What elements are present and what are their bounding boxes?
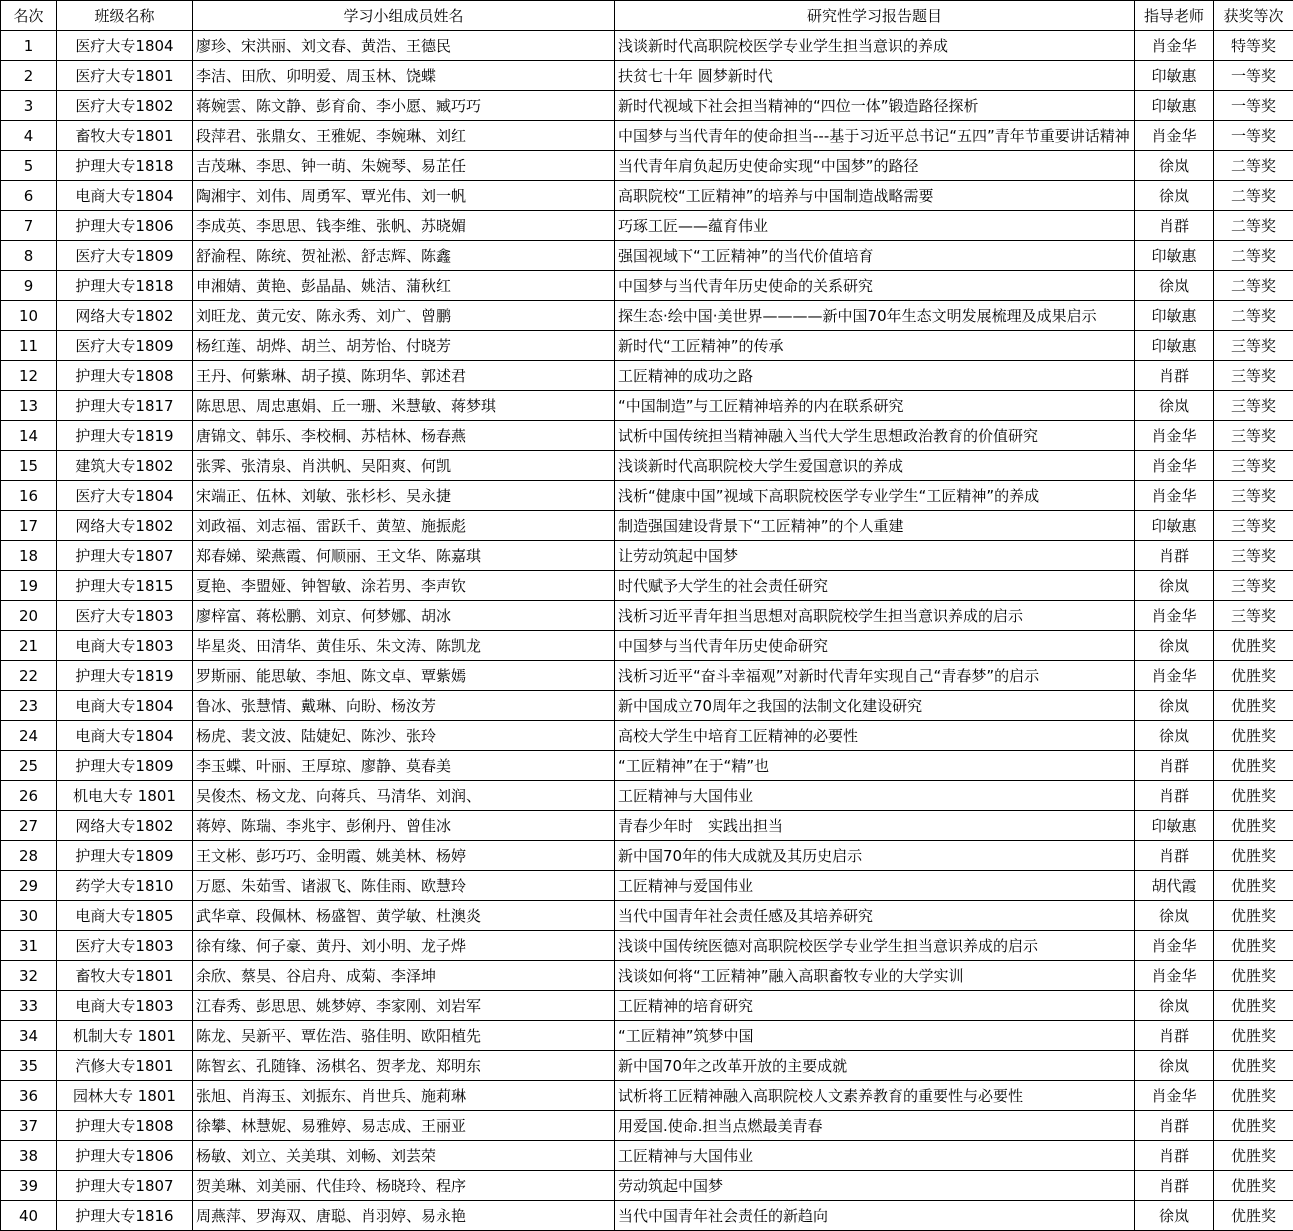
cell-award: 三等奖 xyxy=(1214,481,1293,511)
cell-award: 二等奖 xyxy=(1214,301,1293,331)
cell-teacher: 徐岚 xyxy=(1135,271,1214,301)
cell-rank: 6 xyxy=(1,181,57,211)
cell-title: 浅析习近平“奋斗幸福观”对新时代青年实现自己“青春梦”的启示 xyxy=(615,661,1135,691)
cell-members: 刘旺龙、黄元安、陈永秀、刘广、曾鹏 xyxy=(193,301,615,331)
cell-title: 浅谈新时代高职院校大学生爱国意识的养成 xyxy=(615,451,1135,481)
cell-class: 机电大专 1801 xyxy=(57,781,193,811)
cell-rank: 11 xyxy=(1,331,57,361)
cell-members: 宋端正、伍林、刘敏、张杉杉、吴永捷 xyxy=(193,481,615,511)
table-row xyxy=(1,841,1293,871)
cell-rank: 36 xyxy=(1,1081,57,1111)
cell-rank: 8 xyxy=(1,241,57,271)
cell-teacher: 肖群 xyxy=(1135,361,1214,391)
cell-teacher: 肖金华 xyxy=(1135,451,1214,481)
cell-teacher: 徐岚 xyxy=(1135,571,1214,601)
cell-award: 三等奖 xyxy=(1214,511,1293,541)
cell-teacher: 肖群 xyxy=(1135,841,1214,871)
cell-title: 工匠精神的培育研究 xyxy=(615,991,1135,1021)
cell-award: 优胜奖 xyxy=(1214,661,1293,691)
table-row xyxy=(1,631,1293,661)
cell-members: 徐攀、林慧妮、易雅婷、易志成、王丽亚 xyxy=(193,1111,615,1141)
cell-members: 吴俊杰、杨文龙、向蒋兵、马清华、刘润、 xyxy=(193,781,615,811)
table-row xyxy=(1,1021,1293,1051)
cell-class: 护理大专1819 xyxy=(57,661,193,691)
cell-award: 优胜奖 xyxy=(1214,1081,1293,1111)
cell-award: 优胜奖 xyxy=(1214,1111,1293,1141)
cell-rank: 38 xyxy=(1,1141,57,1171)
cell-title: 高校大学生中培育工匠精神的必要性 xyxy=(615,721,1135,751)
cell-class: 药学大专1810 xyxy=(57,871,193,901)
cell-award: 优胜奖 xyxy=(1214,781,1293,811)
cell-award: 优胜奖 xyxy=(1214,871,1293,901)
cell-rank: 34 xyxy=(1,1021,57,1051)
table-row xyxy=(1,781,1293,811)
cell-rank: 5 xyxy=(1,151,57,181)
table-row xyxy=(1,691,1293,721)
cell-members: 廖梓富、蒋松鹏、刘京、何梦娜、胡冰 xyxy=(193,601,615,631)
cell-rank: 32 xyxy=(1,961,57,991)
cell-title: 工匠精神与大国伟业 xyxy=(615,781,1135,811)
table-row xyxy=(1,991,1293,1021)
table-row xyxy=(1,1081,1293,1111)
cell-title: 中国梦与当代青年历史使命的关系研究 xyxy=(615,271,1135,301)
cell-teacher: 徐岚 xyxy=(1135,1051,1214,1081)
header-rank: 名次 xyxy=(1,1,57,31)
cell-members: 周燕萍、罗海双、唐聪、肖羽婷、易永艳 xyxy=(193,1201,615,1231)
cell-rank: 13 xyxy=(1,391,57,421)
cell-rank: 16 xyxy=(1,481,57,511)
cell-members: 陶湘宇、刘伟、周勇军、覃光伟、刘一帆 xyxy=(193,181,615,211)
cell-teacher: 印敏惠 xyxy=(1135,91,1214,121)
cell-rank: 21 xyxy=(1,631,57,661)
cell-rank: 25 xyxy=(1,751,57,781)
header-class: 班级名称 xyxy=(57,1,193,31)
cell-teacher: 徐岚 xyxy=(1135,901,1214,931)
cell-class: 护理大专1808 xyxy=(57,361,193,391)
cell-rank: 18 xyxy=(1,541,57,571)
cell-title: 新中国成立70周年之我国的法制文化建设研究 xyxy=(615,691,1135,721)
cell-award: 三等奖 xyxy=(1214,421,1293,451)
header-row xyxy=(1,1,1293,31)
cell-title: 浅谈中国传统医德对高职院校医学专业学生担当意识养成的启示 xyxy=(615,931,1135,961)
cell-rank: 3 xyxy=(1,91,57,121)
table-row xyxy=(1,331,1293,361)
cell-title: 高职院校“工匠精神”的培养与中国制造战略需要 xyxy=(615,181,1135,211)
cell-award: 二等奖 xyxy=(1214,271,1293,301)
cell-title: 新时代视域下社会担当精神的“四位一体”锻造路径探析 xyxy=(615,91,1135,121)
cell-award: 优胜奖 xyxy=(1214,1141,1293,1171)
table-row xyxy=(1,511,1293,541)
cell-class: 网络大专1802 xyxy=(57,301,193,331)
cell-members: 张旭、肖海玉、刘振东、肖世兵、施莉琳 xyxy=(193,1081,615,1111)
cell-award: 三等奖 xyxy=(1214,541,1293,571)
cell-rank: 10 xyxy=(1,301,57,331)
cell-class: 医疗大专1802 xyxy=(57,91,193,121)
cell-title: 劳动筑起中国梦 xyxy=(615,1171,1135,1201)
cell-rank: 1 xyxy=(1,31,57,61)
cell-class: 医疗大专1804 xyxy=(57,481,193,511)
cell-class: 医疗大专1803 xyxy=(57,601,193,631)
cell-class: 护理大专1807 xyxy=(57,541,193,571)
cell-rank: 14 xyxy=(1,421,57,451)
table-row xyxy=(1,391,1293,421)
cell-teacher: 徐岚 xyxy=(1135,631,1214,661)
cell-rank: 29 xyxy=(1,871,57,901)
cell-award: 优胜奖 xyxy=(1214,811,1293,841)
cell-members: 罗斯丽、能思敏、李旭、陈文卓、覃紫嫣 xyxy=(193,661,615,691)
cell-teacher: 肖群 xyxy=(1135,781,1214,811)
cell-teacher: 肖金华 xyxy=(1135,481,1214,511)
cell-members: 陈思思、周忠惠娟、丘一珊、米慧敏、蒋梦琪 xyxy=(193,391,615,421)
cell-class: 园林大专 1801 xyxy=(57,1081,193,1111)
cell-title: 工匠精神的成功之路 xyxy=(615,361,1135,391)
cell-award: 一等奖 xyxy=(1214,61,1293,91)
cell-rank: 27 xyxy=(1,811,57,841)
cell-award: 优胜奖 xyxy=(1214,1201,1293,1231)
table-row xyxy=(1,31,1293,61)
cell-title: 探生态·绘中国·美世界————新中国70年生态文明发展梳理及成果启示 xyxy=(615,301,1135,331)
cell-teacher: 肖群 xyxy=(1135,211,1214,241)
cell-award: 优胜奖 xyxy=(1214,691,1293,721)
table-row xyxy=(1,751,1293,781)
cell-title: 新时代“工匠精神”的传承 xyxy=(615,331,1135,361)
cell-title: 工匠精神与爱国伟业 xyxy=(615,871,1135,901)
cell-class: 护理大专1818 xyxy=(57,271,193,301)
cell-members: 贺美琳、刘美丽、代佳玲、杨晓玲、程序 xyxy=(193,1171,615,1201)
cell-members: 杨红莲、胡烨、胡兰、胡芳怡、付晓芳 xyxy=(193,331,615,361)
cell-class: 护理大专1816 xyxy=(57,1201,193,1231)
cell-teacher: 肖金华 xyxy=(1135,421,1214,451)
cell-teacher: 肖金华 xyxy=(1135,661,1214,691)
cell-class: 电商大专1804 xyxy=(57,181,193,211)
table-row xyxy=(1,541,1293,571)
cell-title: 试析将工匠精神融入高职院校人文素养教育的重要性与必要性 xyxy=(615,1081,1135,1111)
cell-rank: 19 xyxy=(1,571,57,601)
cell-members: 杨敏、刘立、关美琪、刘畅、刘芸荣 xyxy=(193,1141,615,1171)
cell-teacher: 肖群 xyxy=(1135,1111,1214,1141)
cell-award: 二等奖 xyxy=(1214,211,1293,241)
cell-members: 徐有缘、何子豪、黄丹、刘小明、龙子烨 xyxy=(193,931,615,961)
cell-rank: 22 xyxy=(1,661,57,691)
cell-rank: 40 xyxy=(1,1201,57,1231)
cell-teacher: 徐岚 xyxy=(1135,1201,1214,1231)
cell-teacher: 徐岚 xyxy=(1135,991,1214,1021)
table-row xyxy=(1,931,1293,961)
cell-class: 电商大专1805 xyxy=(57,901,193,931)
cell-teacher: 肖群 xyxy=(1135,1171,1214,1201)
cell-teacher: 肖金华 xyxy=(1135,31,1214,61)
cell-members: 刘政福、刘志福、雷跃千、黄堃、施振彪 xyxy=(193,511,615,541)
cell-rank: 39 xyxy=(1,1171,57,1201)
cell-members: 夏艳、李盟娅、钟智敏、涂若男、李声钦 xyxy=(193,571,615,601)
cell-class: 护理大专1817 xyxy=(57,391,193,421)
cell-rank: 28 xyxy=(1,841,57,871)
cell-rank: 37 xyxy=(1,1111,57,1141)
cell-award: 三等奖 xyxy=(1214,451,1293,481)
cell-class: 电商大专1804 xyxy=(57,691,193,721)
cell-rank: 9 xyxy=(1,271,57,301)
cell-members: 郑春娣、梁燕霞、何顺丽、王文华、陈嘉琪 xyxy=(193,541,615,571)
cell-teacher: 肖群 xyxy=(1135,1141,1214,1171)
cell-teacher: 印敏惠 xyxy=(1135,301,1214,331)
table-row xyxy=(1,91,1293,121)
cell-title: 用爱国.使命.担当点燃最美青春 xyxy=(615,1111,1135,1141)
table-row xyxy=(1,1111,1293,1141)
cell-class: 护理大专1815 xyxy=(57,571,193,601)
cell-title: “工匠精神”筑梦中国 xyxy=(615,1021,1135,1051)
cell-members: 陈智玄、孔随锋、汤棋名、贺孝龙、郑明东 xyxy=(193,1051,615,1081)
cell-title: 浅谈如何将“工匠精神”融入高职畜牧专业的大学实训 xyxy=(615,961,1135,991)
cell-class: 护理大专1806 xyxy=(57,211,193,241)
cell-teacher: 肖群 xyxy=(1135,541,1214,571)
cell-class: 医疗大专1801 xyxy=(57,61,193,91)
cell-members: 余欣、蔡昊、谷启舟、成菊、李泽坤 xyxy=(193,961,615,991)
cell-rank: 2 xyxy=(1,61,57,91)
cell-teacher: 徐岚 xyxy=(1135,691,1214,721)
table-row xyxy=(1,601,1293,631)
table-row xyxy=(1,451,1293,481)
header-award: 获奖等次 xyxy=(1214,1,1293,31)
cell-members: 杨虎、裴文波、陆婕妃、陈沙、张玲 xyxy=(193,721,615,751)
cell-title: 巧琢工匠——蕴育伟业 xyxy=(615,211,1135,241)
table-row xyxy=(1,1051,1293,1081)
cell-class: 汽修大专1801 xyxy=(57,1051,193,1081)
cell-award: 优胜奖 xyxy=(1214,841,1293,871)
cell-members: 李洁、田欣、卯明爱、周玉林、饶蝶 xyxy=(193,61,615,91)
cell-teacher: 肖群 xyxy=(1135,1021,1214,1051)
table-body xyxy=(1,31,1293,1231)
cell-rank: 17 xyxy=(1,511,57,541)
cell-title: 青春少年时 实践出担当 xyxy=(615,811,1135,841)
cell-rank: 26 xyxy=(1,781,57,811)
cell-members: 万愿、朱茹雪、诸淑飞、陈佳雨、欧慧玲 xyxy=(193,871,615,901)
cell-class: 医疗大专1809 xyxy=(57,331,193,361)
cell-members: 蒋婷、陈瑞、李兆宇、彭俐丹、曾佳冰 xyxy=(193,811,615,841)
cell-title: 试析中国传统担当精神融入当代大学生思想政治教育的价值研究 xyxy=(615,421,1135,451)
cell-members: 陈龙、吴新平、覃佐浩、骆佳明、欧阳植先 xyxy=(193,1021,615,1051)
cell-award: 三等奖 xyxy=(1214,331,1293,361)
cell-teacher: 肖金华 xyxy=(1135,931,1214,961)
cell-class: 医疗大专1804 xyxy=(57,31,193,61)
cell-title: 时代赋予大学生的社会责任研究 xyxy=(615,571,1135,601)
cell-award: 一等奖 xyxy=(1214,91,1293,121)
cell-rank: 35 xyxy=(1,1051,57,1081)
cell-members: 段萍君、张鼎女、王雅妮、李婉琳、刘红 xyxy=(193,121,615,151)
cell-teacher: 肖金华 xyxy=(1135,1081,1214,1111)
cell-teacher: 肖群 xyxy=(1135,751,1214,781)
cell-teacher: 肖金华 xyxy=(1135,601,1214,631)
cell-rank: 24 xyxy=(1,721,57,751)
table-row xyxy=(1,571,1293,601)
cell-rank: 30 xyxy=(1,901,57,931)
cell-award: 优胜奖 xyxy=(1214,1021,1293,1051)
cell-class: 畜牧大专1801 xyxy=(57,961,193,991)
cell-members: 李玉蝶、叶丽、王厚琼、廖静、莫春美 xyxy=(193,751,615,781)
table-row xyxy=(1,361,1293,391)
table-row xyxy=(1,61,1293,91)
cell-title: 制造强国建设背景下“工匠精神”的个人重建 xyxy=(615,511,1135,541)
table-row xyxy=(1,211,1293,241)
cell-title: “工匠精神”在于“精”也 xyxy=(615,751,1135,781)
cell-teacher: 印敏惠 xyxy=(1135,511,1214,541)
cell-award: 优胜奖 xyxy=(1214,931,1293,961)
cell-class: 电商大专1803 xyxy=(57,991,193,1021)
cell-award: 一等奖 xyxy=(1214,121,1293,151)
cell-title: 当代中国青年社会责任的新趋向 xyxy=(615,1201,1135,1231)
cell-members: 王丹、何紫琳、胡子摸、陈玥华、郭述君 xyxy=(193,361,615,391)
table-row xyxy=(1,151,1293,181)
cell-title: 浅析“健康中国”视域下高职院校医学专业学生“工匠精神”的养成 xyxy=(615,481,1135,511)
cell-rank: 23 xyxy=(1,691,57,721)
table-row xyxy=(1,421,1293,451)
table-row xyxy=(1,181,1293,211)
table-row xyxy=(1,121,1293,151)
cell-award: 特等奖 xyxy=(1214,31,1293,61)
cell-award: 二等奖 xyxy=(1214,241,1293,271)
cell-title: “中国制造”与工匠精神培养的内在联系研究 xyxy=(615,391,1135,421)
cell-award: 优胜奖 xyxy=(1214,1171,1293,1201)
header-teacher: 指导老师 xyxy=(1135,1,1214,31)
cell-members: 江春秀、彭思思、姚梦婷、李家刚、刘岩军 xyxy=(193,991,615,1021)
cell-class: 护理大专1809 xyxy=(57,841,193,871)
table-row xyxy=(1,271,1293,301)
cell-class: 护理大专1818 xyxy=(57,151,193,181)
table-row xyxy=(1,1201,1293,1231)
cell-class: 护理大专1806 xyxy=(57,1141,193,1171)
cell-members: 舒渝程、陈统、贺祉淞、舒志辉、陈鑫 xyxy=(193,241,615,271)
cell-class: 护理大专1819 xyxy=(57,421,193,451)
header-title: 研究性学习报告题目 xyxy=(615,1,1135,31)
cell-rank: 15 xyxy=(1,451,57,481)
cell-title: 工匠精神与大国伟业 xyxy=(615,1141,1135,1171)
cell-title: 中国梦与当代青年历史使命研究 xyxy=(615,631,1135,661)
cell-rank: 4 xyxy=(1,121,57,151)
cell-title: 当代青年肩负起历史使命实现“中国梦”的路径 xyxy=(615,151,1135,181)
table-row xyxy=(1,661,1293,691)
table-row xyxy=(1,1141,1293,1171)
cell-class: 医疗大专1809 xyxy=(57,241,193,271)
table-row xyxy=(1,481,1293,511)
cell-rank: 33 xyxy=(1,991,57,1021)
cell-class: 机制大专 1801 xyxy=(57,1021,193,1051)
cell-teacher: 徐岚 xyxy=(1135,721,1214,751)
cell-class: 电商大专1804 xyxy=(57,721,193,751)
cell-members: 唐锦文、韩乐、李校桐、苏桔林、杨春燕 xyxy=(193,421,615,451)
cell-title: 浅谈新时代高职院校医学专业学生担当意识的养成 xyxy=(615,31,1135,61)
cell-teacher: 徐岚 xyxy=(1135,391,1214,421)
table-row xyxy=(1,811,1293,841)
cell-title: 中国梦与当代青年的使命担当---基于习近平总书记“五四”青年节重要讲话精神 xyxy=(615,121,1135,151)
header-members: 学习小组成员姓名 xyxy=(193,1,615,31)
cell-rank: 12 xyxy=(1,361,57,391)
cell-title: 浅析习近平青年担当思想对高职院校学生担当意识养成的启示 xyxy=(615,601,1135,631)
cell-class: 电商大专1803 xyxy=(57,631,193,661)
cell-title: 新中国70年之改革开放的主要成就 xyxy=(615,1051,1135,1081)
cell-award: 优胜奖 xyxy=(1214,1051,1293,1081)
cell-members: 王文彬、彭巧巧、金明霞、姚美林、杨婷 xyxy=(193,841,615,871)
cell-class: 护理大专1809 xyxy=(57,751,193,781)
cell-rank: 20 xyxy=(1,601,57,631)
cell-teacher: 印敏惠 xyxy=(1135,241,1214,271)
cell-title: 当代中国青年社会责任感及其培养研究 xyxy=(615,901,1135,931)
cell-members: 李成英、李思思、钱李维、张帆、苏晓媚 xyxy=(193,211,615,241)
cell-teacher: 徐岚 xyxy=(1135,181,1214,211)
cell-award: 优胜奖 xyxy=(1214,991,1293,1021)
cell-class: 护理大专1808 xyxy=(57,1111,193,1141)
table-row xyxy=(1,721,1293,751)
cell-class: 网络大专1802 xyxy=(57,811,193,841)
cell-members: 张霁、张清泉、肖洪帆、吴阳爽、何凯 xyxy=(193,451,615,481)
cell-class: 建筑大专1802 xyxy=(57,451,193,481)
cell-teacher: 印敏惠 xyxy=(1135,61,1214,91)
table-row xyxy=(1,901,1293,931)
cell-award: 三等奖 xyxy=(1214,391,1293,421)
cell-teacher: 徐岚 xyxy=(1135,151,1214,181)
cell-award: 优胜奖 xyxy=(1214,751,1293,781)
cell-members: 吉茂琳、李思、钟一萌、朱婉琴、易芷任 xyxy=(193,151,615,181)
cell-members: 申湘婧、黄艳、彭晶晶、姚洁、蒲秋红 xyxy=(193,271,615,301)
cell-award: 三等奖 xyxy=(1214,601,1293,631)
cell-members: 蒋婉雲、陈文静、彭育俞、李小愿、臧巧巧 xyxy=(193,91,615,121)
cell-members: 鲁冰、张慧情、戴琳、向盼、杨汝芳 xyxy=(193,691,615,721)
cell-teacher: 印敏惠 xyxy=(1135,331,1214,361)
cell-title: 让劳动筑起中国梦 xyxy=(615,541,1135,571)
cell-rank: 31 xyxy=(1,931,57,961)
cell-award: 优胜奖 xyxy=(1214,631,1293,661)
table-row xyxy=(1,241,1293,271)
cell-teacher: 胡代霞 xyxy=(1135,871,1214,901)
cell-members: 毕星炎、田清华、黄佳乐、朱文涛、陈凯龙 xyxy=(193,631,615,661)
table-row xyxy=(1,961,1293,991)
cell-award: 二等奖 xyxy=(1214,151,1293,181)
cell-members: 武华章、段佩林、杨盛智、黄学敏、杜澳炎 xyxy=(193,901,615,931)
cell-award: 二等奖 xyxy=(1214,181,1293,211)
table-row xyxy=(1,301,1293,331)
cell-title: 新中国70年的伟大成就及其历史启示 xyxy=(615,841,1135,871)
cell-teacher: 印敏惠 xyxy=(1135,811,1214,841)
cell-class: 畜牧大专1801 xyxy=(57,121,193,151)
cell-award: 优胜奖 xyxy=(1214,721,1293,751)
cell-class: 护理大专1807 xyxy=(57,1171,193,1201)
cell-title: 扶贫七十年 圆梦新时代 xyxy=(615,61,1135,91)
cell-award: 优胜奖 xyxy=(1214,961,1293,991)
cell-rank: 7 xyxy=(1,211,57,241)
cell-teacher: 肖金华 xyxy=(1135,121,1214,151)
cell-award: 三等奖 xyxy=(1214,571,1293,601)
cell-members: 廖珍、宋洪丽、刘文春、黄浩、王德民 xyxy=(193,31,615,61)
cell-class: 网络大专1802 xyxy=(57,511,193,541)
cell-award: 三等奖 xyxy=(1214,361,1293,391)
cell-award: 优胜奖 xyxy=(1214,901,1293,931)
cell-class: 医疗大专1803 xyxy=(57,931,193,961)
table-row xyxy=(1,871,1293,901)
table-row xyxy=(1,1171,1293,1201)
cell-teacher: 肖金华 xyxy=(1135,961,1214,991)
cell-title: 强国视域下“工匠精神”的当代价值培育 xyxy=(615,241,1135,271)
